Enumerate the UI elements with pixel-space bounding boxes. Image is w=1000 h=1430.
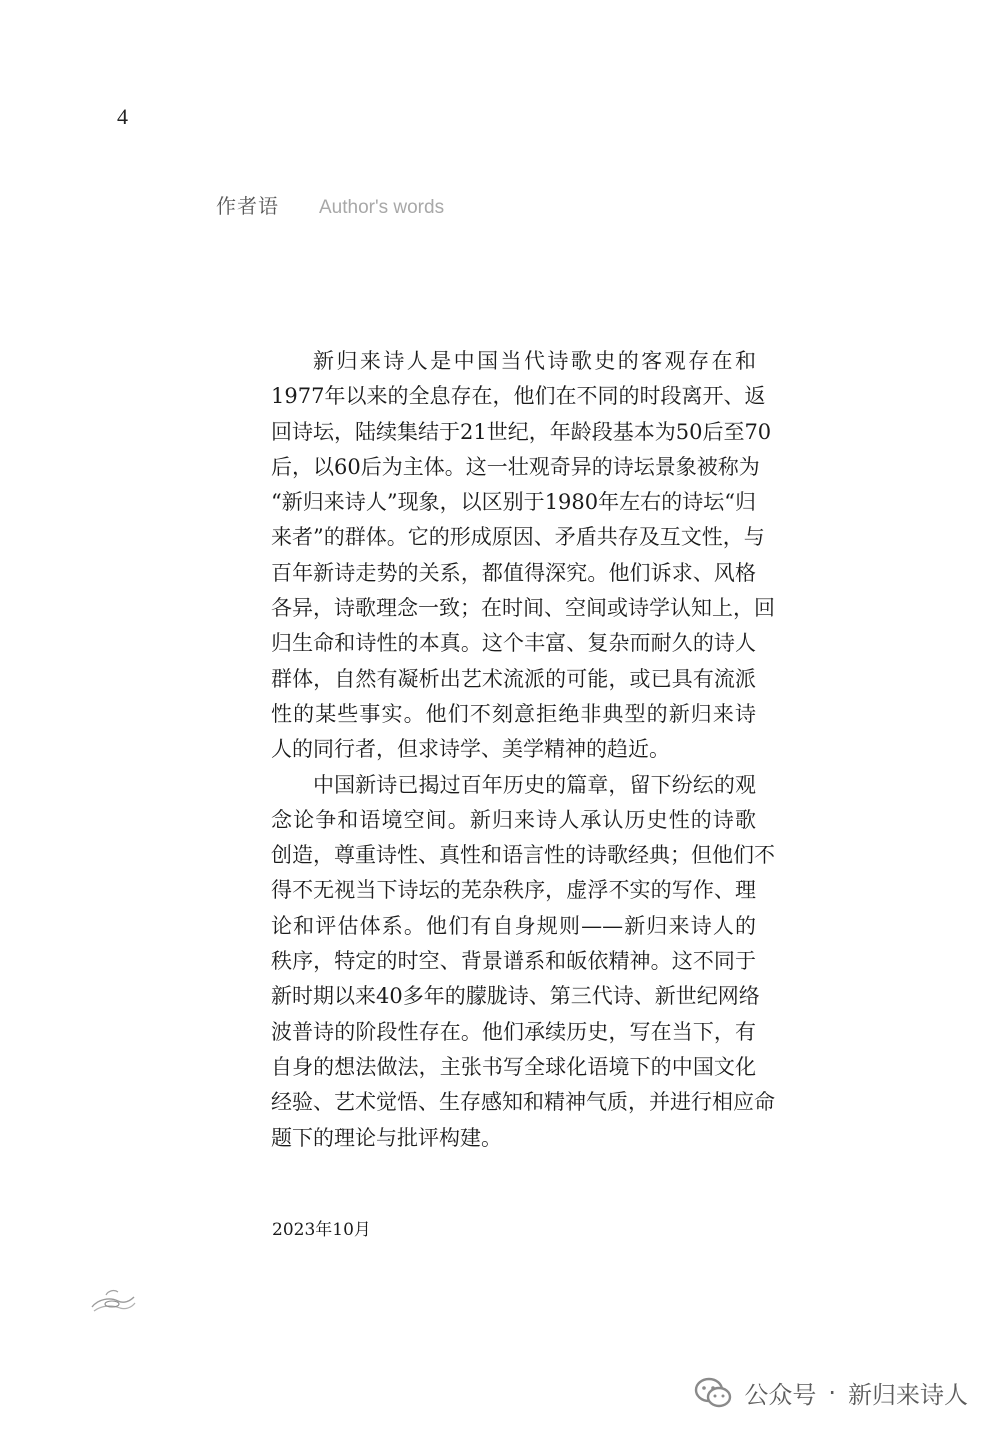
paragraph-1-line-5: “新归来诗人”现象，以区别于1980年左右的诗坛“归 [271,490,756,515]
paragraph-2-line-8: 波普诗的阶段性存在。他们承续历史，写在当下，有 [271,1019,756,1044]
heading-chinese: 作者语 [216,194,279,218]
paragraph-1-line-7: 百年新诗走势的关系，都值得深究。他们诉求、风格 [271,560,756,585]
paragraph-2-line-9: 自身的想法做法，主张书写全球化语境下的中国文化 [271,1054,756,1079]
watermark-account: 新归来诗人 [848,1381,968,1409]
paragraph-1-line-6: 来者”的群体。它的形成原因、矛盾共存及互文性，与 [271,525,765,550]
ornament-icon [88,1283,138,1317]
paragraph-2-line-10: 经验、艺术觉悟、生存感知和精神气质，并进行相应命 [271,1090,775,1115]
body-text [271,344,775,1156]
paragraph-1-line-12: 人的同行者，但求诗学、美学精神的趋近。 [271,737,670,762]
date: 2023年10月 [272,1220,371,1240]
paragraph-1-line-11: 性的某些事实。他们不刻意拒绝非典型的新归来诗 [271,701,756,726]
paragraph-1-line-3: 回诗坛，陆续集结于21世纪，年龄段基本为50后至70 [271,419,772,444]
page-number: 4 [117,104,128,129]
paragraph-2-line-4: 得不无视当下诗坛的芜杂秩序，虚浮不实的写作、理 [271,878,756,903]
heading-english: Author's words [319,197,445,218]
paragraph-2-line-11: 题下的理论与批评构建。 [271,1125,502,1150]
wechat-icon [694,1377,732,1409]
paragraph-2-line-1: 中国新诗已揭过百年历史的篇章，留下纷纭的观 [313,772,756,797]
paragraph-2-line-3: 创造，尊重诗性、真性和语言性的诗歌经典；但他们不 [271,843,775,868]
paragraph-1-line-1: 新归来诗人是中国当代诗歌史的客观存在和 [313,349,756,373]
paragraph-1-line-9: 归生命和诗性的本真。这个丰富、复杂而耐久的诗人 [271,631,756,656]
paragraph-1-line-4: 后，以60后为主体。这一壮观奇异的诗坛景象被称为 [271,454,760,479]
paragraph-2-line-2: 念论争和语境空间。新归来诗人承认历史性的诗歌 [271,807,756,832]
paragraph-2-line-7: 新时期以来40多年的朦胧诗、第三代诗、新世纪网络 [271,984,760,1009]
paragraph-1-line-8: 各异，诗歌理念一致；在时间、空间或诗学认知上，回 [271,596,775,621]
paragraph-2-line-6: 秩序，特定的时空、背景谱系和皈依精神。这不同于 [271,949,756,974]
watermark-separator: · [828,1378,836,1407]
paragraph-2-line-5: 论和评估体系。他们有自身规则——新归来诗人的 [271,913,756,938]
paragraph-1-line-10: 群体，自然有凝析出艺术流派的可能，或已具有流派 [271,666,756,691]
watermark-source: 公众号 [744,1381,817,1409]
watermark [694,1375,968,1410]
section-heading [216,190,444,219]
paragraph-1-line-2: 1977年以来的全息存在，他们在不同的时段离开、返 [271,384,766,409]
